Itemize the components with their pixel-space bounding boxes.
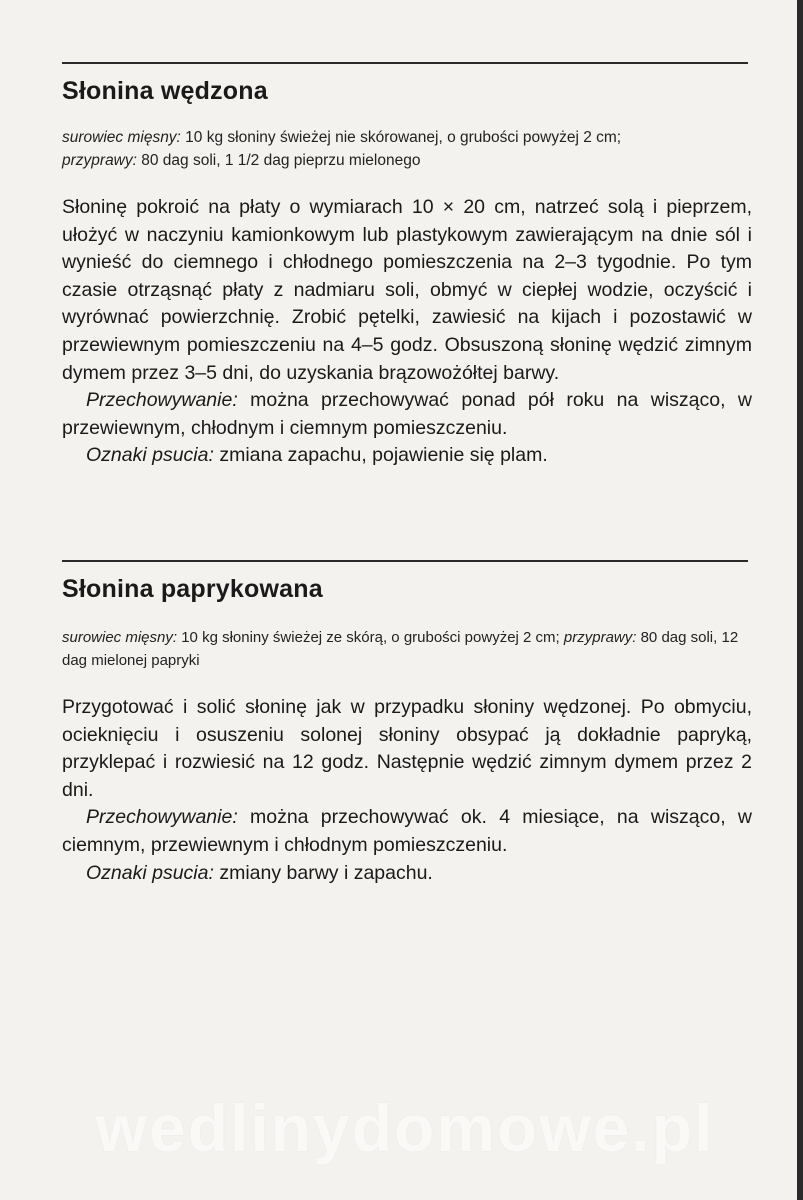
recipe-title: Słonina wędzona	[62, 77, 268, 105]
storage-label: Przechowywanie:	[86, 389, 238, 412]
meat-label: surowiec mięsny:	[62, 629, 178, 646]
spices-label: przyprawy:	[563, 629, 637, 646]
page-edge	[797, 0, 803, 1200]
recipe-body	[62, 194, 752, 470]
spices-label: przyprawy:	[62, 152, 137, 169]
storage-text: można przechowywać ponad pół roku na wisząco, w przewiewnym, chłodnym i ciemnym pomieszczeniu.	[62, 389, 752, 439]
storage-paragraph	[62, 804, 752, 859]
storage-text: można przechowywać ok. 4 miesiące, na wisząco, w ciemnym, przewiewnym i chłodnym pomieszczeniu.	[62, 806, 752, 856]
instructions: Przygotować i solić słoninę jak w przypadku słoniny wędzonej. Po obmyciu, ocieknięciu i osuszeniu solonej słoniny obsypać ją dokładnie papryką, przyklepać i rozwiesić na 12 godz. Następnie wędzić zimnym dymem przez 2 dni.	[62, 696, 752, 801]
meat-text: 10 kg słoniny świeżej ze skórą, o grubości powyżej 2 cm;	[177, 629, 564, 646]
spoilage-text: zmiana zapachu, pojawienie się plam.	[213, 444, 548, 467]
spoilage-label: Oznaki psucia:	[86, 861, 214, 884]
storage-paragraph	[62, 387, 752, 442]
instructions: Słoninę pokroić na płaty o wymiarach 10 × 20 cm, natrzeć solą i pieprzem, ułożyć w naczyniu kamionkowym lub plastykowym zawierającym na dnie sól i wynieść do ciemnego i chłodnego pomieszczenia na 2–3 tygodnie. Po tym czasie otrząsnąć płaty z nadmiaru soli, obmyć w ciepłej wodzie, oczyścić i wyrównać powierzchnię. Zrobić pętelki, zawiesić na kijach i pozostawić w przewiewnym pomieszczeniu na 4–5 godz. Obsuszoną słoninę wędzić zimnym dymem przez 3–5 dni, do uzyskania brązowożółtej barwy.	[62, 196, 752, 384]
recipe-slonina-wedzona	[62, 74, 752, 470]
spoilage-paragraph	[62, 860, 752, 888]
section-divider	[62, 560, 748, 562]
watermark: wedlinydomowe.pl	[95, 1091, 715, 1165]
spoilage-text: zmiany barwy i zapachu.	[213, 861, 433, 884]
ingredients	[62, 626, 752, 672]
storage-label: Przechowywanie:	[86, 806, 238, 829]
ingredients	[62, 126, 752, 172]
spices-text: 80 dag soli, 1 1/2 dag pieprzu mielonego	[136, 152, 421, 169]
meat-label: surowiec mięsny:	[62, 129, 181, 146]
recipe-body	[62, 694, 752, 887]
recipe-slonina-paprykowana	[62, 572, 752, 887]
spoilage-paragraph	[62, 442, 752, 470]
spices-text: 80 dag soli, 12 dag mielonej papryki	[62, 629, 739, 669]
top-rule	[62, 62, 748, 64]
meat-text: 10 kg słoniny świeżej nie skórowanej, o grubości powyżej 2 cm;	[180, 129, 622, 146]
recipe-title: Słonina paprykowana	[62, 575, 323, 603]
spoilage-label: Oznaki psucia:	[86, 444, 214, 467]
